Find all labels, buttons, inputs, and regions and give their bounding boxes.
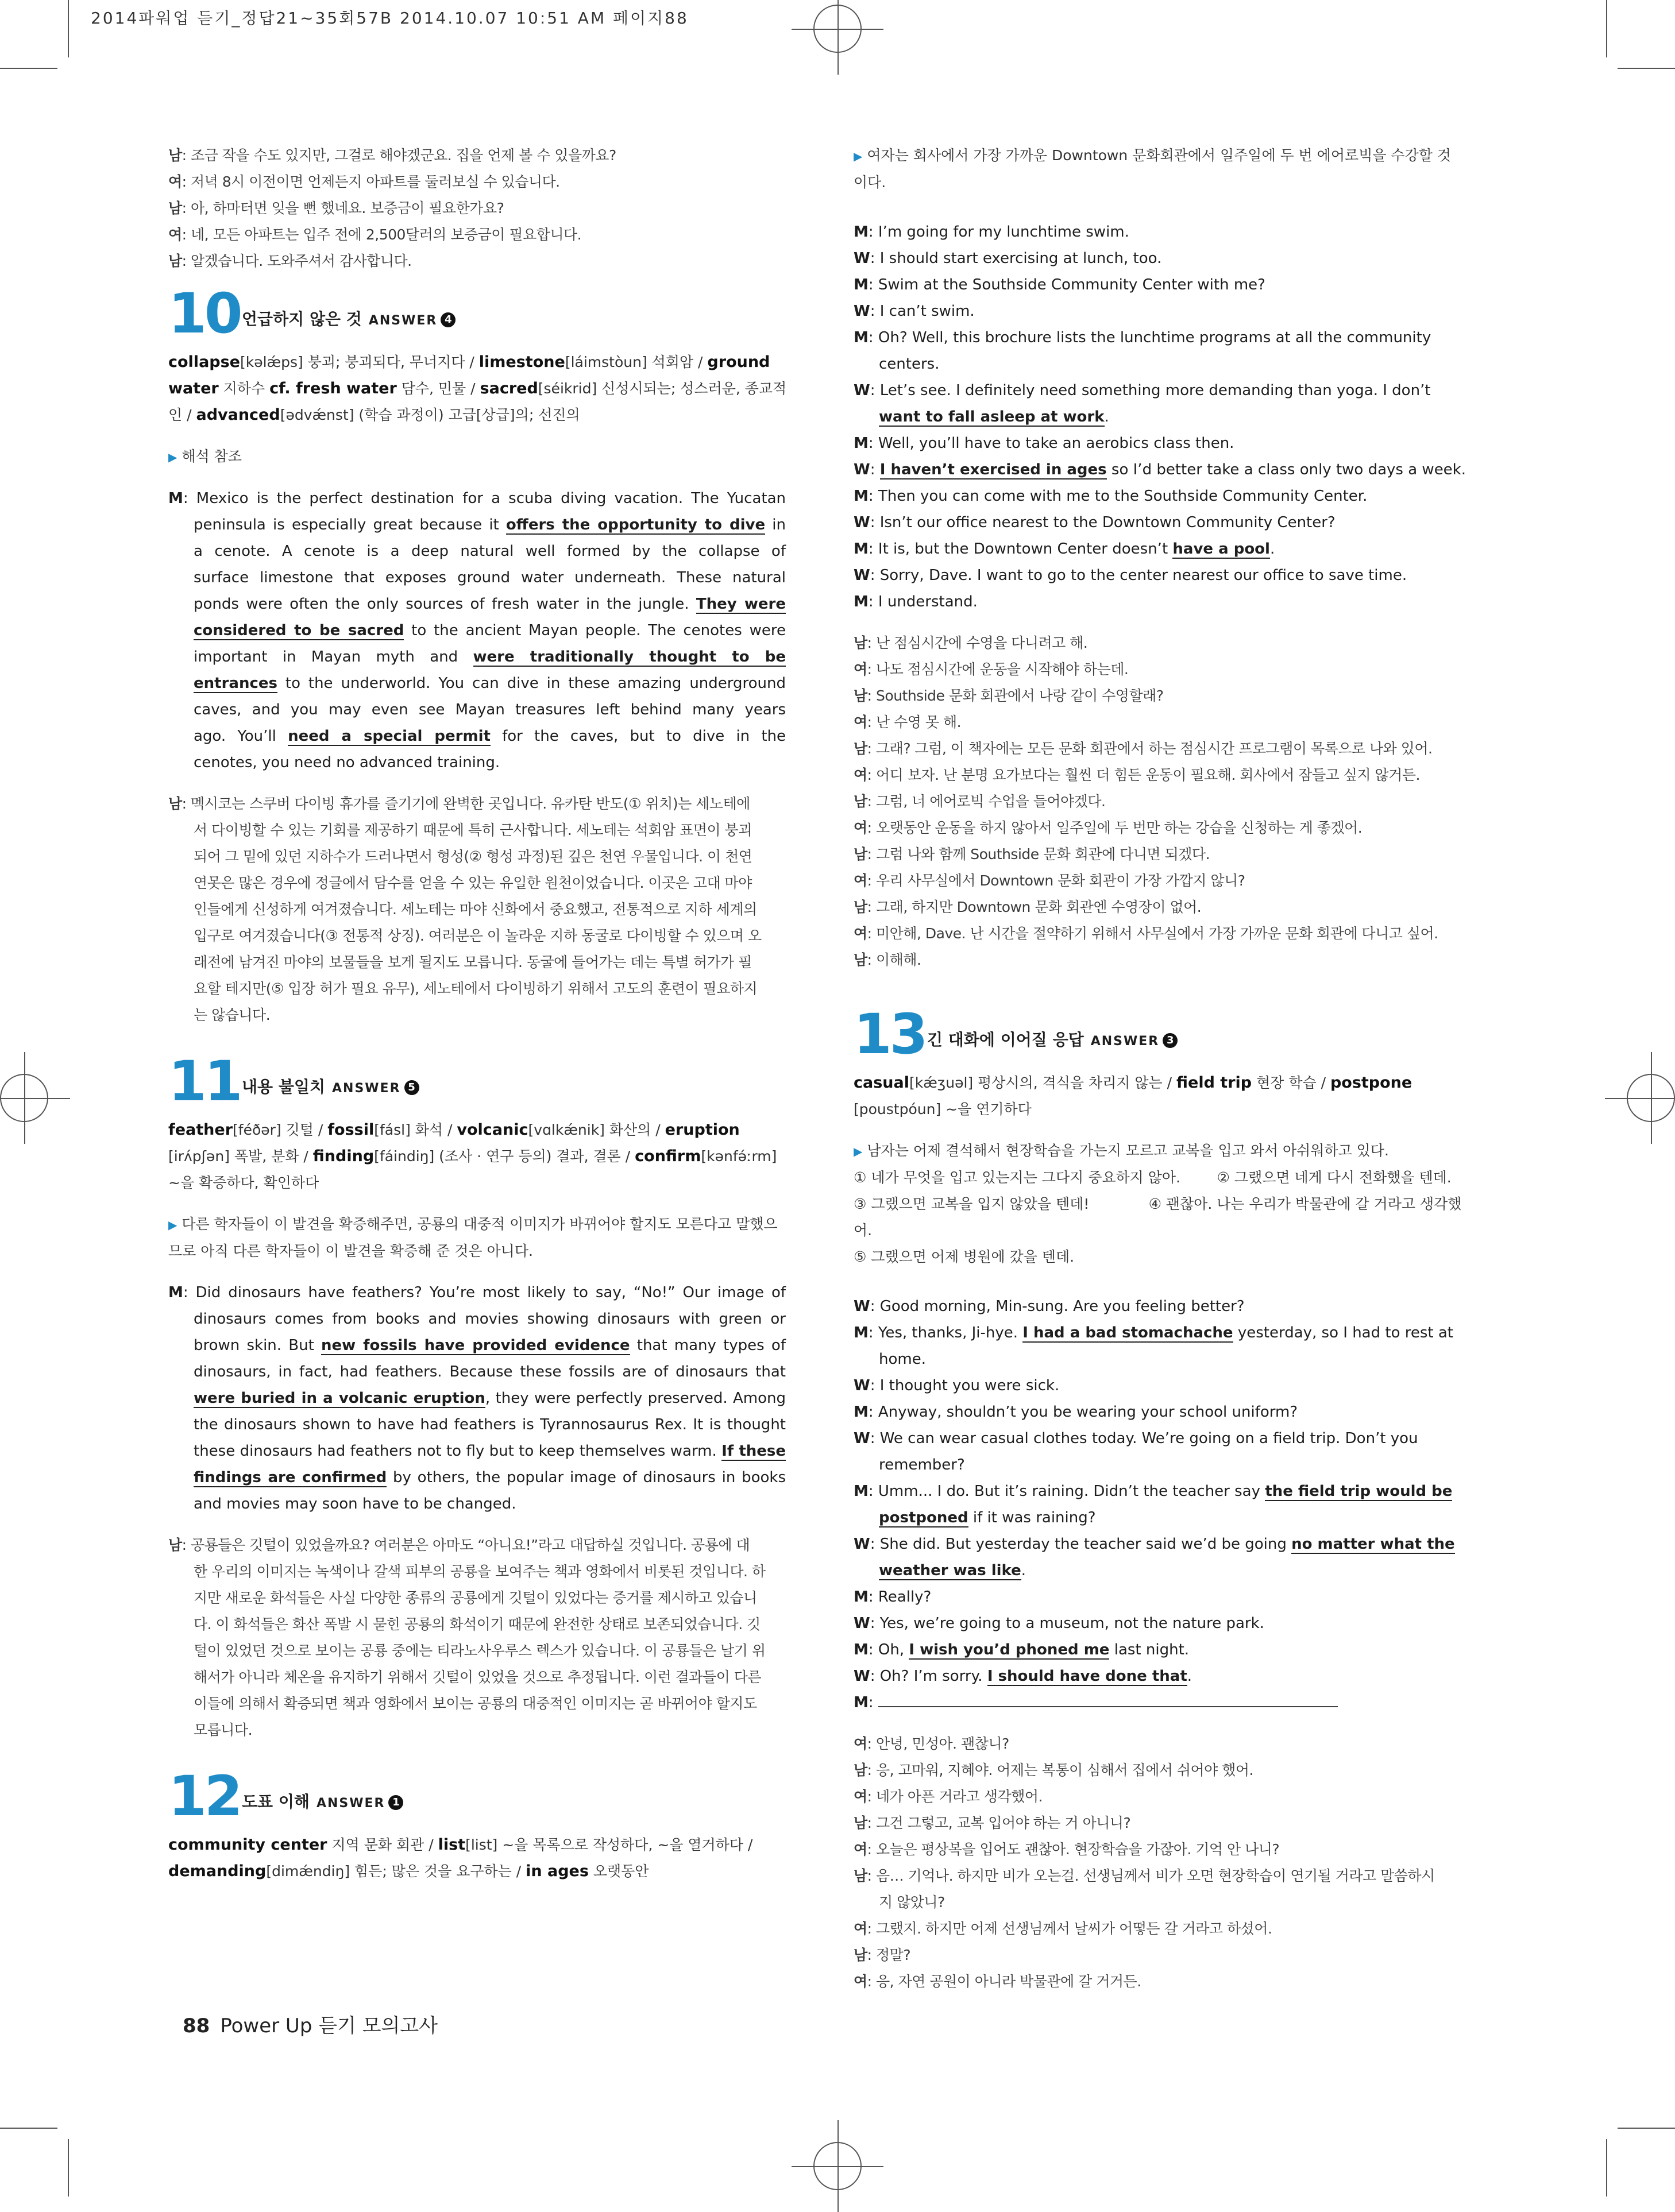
text-line: and movies may soon have to be changed. — [194, 1495, 516, 1513]
text-line: 남: 멕시코는 스쿠버 다이빙 휴가를 즐기기에 완벽한 곳입니다. 유카탄 반도(① 위치)는 세노테에 — [168, 795, 750, 812]
text-line: W: Yes, we’re going to a museum, not the nature park. — [854, 1615, 1264, 1632]
listening-script — [854, 1293, 1471, 1716]
korean-translation — [168, 1532, 786, 1743]
text-line: M: Swim at the Southside Community Center with me? — [854, 276, 1265, 293]
answer-badge: 1 — [388, 1795, 403, 1810]
solution-note — [168, 1211, 786, 1264]
dialogue-text: : 조금 작을 수도 있지만, 그걸로 해야겠군요. 집을 언제 볼 수 있을까요? — [182, 147, 616, 164]
text-line: 여: 그랬지. 하지만 어제 선생님께서 날씨가 어떻든 갈 거라고 하셨어. — [854, 1920, 1272, 1937]
triangle-bullet-icon: ▶ — [168, 1218, 177, 1232]
korean-translation — [854, 630, 1471, 973]
text-line: 남: 그래? 그럼, 이 책자에는 모든 문화 회관에서 하는 점심시간 프로그램이 목록으로 나와 있어. — [854, 740, 1433, 757]
triangle-bullet-icon: ▶ — [854, 1144, 863, 1158]
speaker-label: 여 — [168, 226, 182, 243]
text-line: W: Sorry, Dave. I want to go to the center nearest our office to save time. — [854, 567, 1407, 584]
text-line: 모릅니다. — [194, 1722, 253, 1738]
listening-script — [168, 485, 786, 776]
text-line: 지 않았니? — [879, 1894, 945, 1911]
text-line: 남: 난 점심시간에 수영을 다니려고 해. — [854, 635, 1088, 651]
text-line: W: I can’t swim. — [854, 303, 975, 320]
dialogue-line — [168, 248, 786, 274]
triangle-bullet-icon: ▶ — [168, 450, 177, 464]
section-title: 내용 불일치 — [242, 1077, 325, 1096]
text-line: M: Oh? Well, this brochure lists the lunchtime programs at all the community — [854, 329, 1431, 346]
text-line: remember? — [879, 1456, 965, 1474]
dialogue-line — [168, 169, 786, 195]
text-line: peninsula is especially great because it offers the opportunity to dive in — [194, 516, 786, 533]
text-line: M: Then you can come with me to the Southside Community Center. — [854, 488, 1368, 505]
text-line: M: It is, but the Downtown Center doesn’t have a pool. — [854, 540, 1275, 558]
text-line: centers. — [879, 355, 940, 373]
text-line: a cenote. A cenote is a deep natural well formed by the collapse of — [194, 543, 786, 560]
dialogue-line — [168, 195, 786, 222]
text-line: W: I thought you were sick. — [854, 1377, 1060, 1394]
answer-badge: 3 — [1163, 1033, 1178, 1048]
speaker-label: 남 — [168, 147, 182, 164]
text-line: [irʌ́pʃən] 폭발, 분화 / finding[fáindiŋ] (조사 · 연구 등의) 결과, 결론 / confirm[kənfə́ːrm] — [168, 1147, 777, 1165]
text-line: M: Yes, thanks, Ji-hye. I had a bad stomachache yesterday, so I had to rest at — [854, 1324, 1453, 1341]
text-line: caves, and you may even see Mayan treasures left behind many years — [194, 701, 786, 718]
text-line: weather was like. — [879, 1562, 1026, 1579]
text-line: 여: 오랫동안 운동을 하지 않아서 일주일에 두 번만 하는 강습을 신청하는 게 좋겠어. — [854, 819, 1363, 836]
text-line: 남: 음… 기억나. 하지만 비가 오는걸. 선생님께서 비가 오면 현장학습이 연기될 거라고 말씀하시 — [854, 1867, 1435, 1884]
dialogue-line — [168, 222, 786, 248]
text-line: 다. 이 화석들은 화산 폭발 시 묻힌 공룡의 화석이기 때문에 완전한 상태로 보존되었습니다. 깃 — [194, 1616, 761, 1633]
text-line: community center 지역 문화 회관 / list[list] ~을 목록으로 작성하다, ~을 열거하다 / — [168, 1836, 753, 1854]
triangle-bullet-icon: ▶ — [854, 149, 863, 163]
listening-script — [168, 1279, 786, 1517]
dialogue-line — [168, 142, 786, 169]
text-line: collapse[kəlǽps] 붕괴; 붕괴되다, 무너지다 / limestone[láimstòun] 석회암 / ground — [168, 353, 770, 371]
text-line: want to fall asleep at work. — [879, 408, 1109, 426]
text-line: 남: 그럼 나와 함께 Southside 문화 회관에 다니면 되겠다. — [854, 846, 1210, 863]
text-line: 여: 네가 아픈 거라고 생각했어. — [854, 1788, 1043, 1805]
text-line: 여: 안녕, 민성아. 괜찮니? — [854, 1735, 1009, 1752]
text-line: were buried in a volcanic eruption, they were perfectly preserved. Among — [194, 1390, 786, 1407]
text-line: 여: 오늘은 평상복을 입어도 괜찮아. 현장학습을 가잖아. 기억 안 나니? — [854, 1841, 1280, 1858]
text-line: feather[féðər] 깃털 / fossil[fásl] 화석 / volcanic[vɑlkǽnik] 화산의 / eruption — [168, 1121, 740, 1139]
text-line: ▶ 다른 학자들이 이 발견을 확증해주면, 공룡의 대중적 이미지가 바뀌어야 할지도 모른다고 말했으 — [168, 1216, 778, 1232]
text-line: 이들에 의해서 확증되면 책과 영화에서 보이는 공룡의 대중적인 이미지는 곧 바뀌어야 할지도 — [194, 1695, 757, 1712]
text-line: 남: 그건 그렇고, 교복 입어야 하는 거 아니니? — [854, 1815, 1131, 1831]
text-line: 입구로 여겨졌습니다(③ 전통적 상징). 여러분은 이 놀라운 지하 동굴로 다이빙할 수 있으며 오 — [194, 927, 762, 944]
text-line: M: Oh, I wish you’d phoned me last night. — [854, 1641, 1190, 1658]
answer-badge: 5 — [404, 1080, 419, 1095]
text-line: M: Umm... I do. But it’s raining. Didn’t the teacher say the field trip would be — [854, 1483, 1453, 1500]
text-line: 남: 그럼, 너 에어로빅 수업을 들어야겠다. — [854, 793, 1106, 810]
text-line: 는 않습니다. — [194, 1007, 271, 1023]
dialogue-text: : 저녁 8시 이전이면 언제든지 아파트를 둘러보실 수 있습니다. — [182, 173, 560, 190]
text-line: 되어 그 밑에 있던 지하수가 드러나면서 형성(② 형성 과정)된 깊은 천연 우물입니다. 이 천연 — [194, 848, 752, 865]
q9-korean-translation — [168, 142, 786, 274]
text-line: ③ 그랬으면 교복을 입지 않았을 텐데! ④ 괜찮아. 나는 우리가 박물관에 갈 거라고 생각했어. — [854, 1196, 1462, 1239]
text-line: M: Did dinosaurs have feathers? You’re most likely to say, “No!” Our image of — [168, 1284, 786, 1301]
text-line: ▶ 여자는 회사에서 가장 가까운 Downtown 문화회관에서 일주일에 두 번 에어로빅을 수강할 것 — [854, 147, 1451, 164]
text-line: important in Mayan myth and were traditionally thought to be — [194, 648, 786, 666]
text-line: W: Isn’t our office nearest to the Downtown Community Center? — [854, 514, 1336, 531]
text-line: 남: 공룡들은 깃털이 있었을까요? 여러분은 아마도 “아니요!”라고 대답하실 것입니다. 공룡에 대 — [168, 1537, 750, 1553]
text-line: 해서가 아니라 체온을 유지하기 위해서 깃털이 있었을 것으로 추정됩니다. 이런 결과들이 다른 — [194, 1669, 762, 1685]
text-line: M: Mexico is the perfect destination for a scuba diving vacation. The Yucatan — [168, 490, 786, 507]
text-line: W: Oh? I’m sorry. I should have done that. — [854, 1668, 1192, 1685]
vocabulary-list — [168, 1832, 786, 1885]
text-line: 남: 그래, 하지만 Downtown 문화 회관엔 수영장이 없어. — [854, 899, 1202, 915]
dialogue-text: : 알겠습니다. 도와주셔서 감사합니다. — [182, 253, 412, 269]
dialogue-text: : 아, 하마터면 잊을 뻔 했네요. 보증금이 필요한가요? — [182, 200, 504, 216]
text-line: W: I should start exercising at lunch, too. — [854, 250, 1162, 267]
text-line: W: She did. But yesterday the teacher said we’d be going no matter what the — [854, 1536, 1455, 1553]
section-number: 12 — [168, 1764, 241, 1828]
text-line: postponed if it was raining? — [879, 1509, 1096, 1526]
text-line: 남: 정말? — [854, 1947, 911, 1963]
text-line: ago. You’ll need a special permit for the caves, but to dive in the — [194, 728, 786, 745]
text-line: 서 다이빙할 수 있는 기회를 제공하기 때문에 특히 근사합니다. 세노테는 석회암 표면이 붕괴 — [194, 822, 752, 838]
speaker-label: 남 — [168, 200, 182, 216]
text-line: 남: 응, 고마워, 지혜야. 어제는 복통이 심해서 집에서 쉬어야 했어. — [854, 1762, 1253, 1778]
book-title: Power Up 듣기 모의고사 — [220, 2014, 438, 2037]
text-line: 지만 새로운 화석들은 사실 다양한 종류의 공룡에게 깃털이 있었다는 증거를 제시하고 있습니 — [194, 1590, 757, 1606]
text-line: M: Really? — [854, 1588, 932, 1606]
section-title: 도표 이해 — [242, 1792, 310, 1811]
text-line: 남: Southside 문화 회관에서 나랑 같이 수영할래? — [854, 687, 1164, 704]
section-title: 언급하지 않은 것 — [242, 310, 362, 328]
text-line: W: Good morning, Min-sung. Are you feeling better? — [854, 1298, 1245, 1315]
text-line: [poustpóun] ~을 연기하다 — [854, 1101, 1032, 1117]
text-line: 여: 응, 자연 공원이 아니라 박물관에 갈 거거든. — [854, 1973, 1141, 1990]
vocabulary-list — [168, 1117, 786, 1196]
text-line: 털이 있었던 것으로 보이는 공룡 중에는 티라노사우루스 렉스가 있습니다. 이 공룡들은 날기 위 — [194, 1642, 766, 1659]
text-line: 래전에 남겨진 마야의 보물들을 보게 될지도 모릅니다. 동굴에 들어가는 데는 특별 허가가 필 — [194, 954, 752, 970]
text-line: 연못은 많은 경우에 정글에서 담수를 얻을 수 있는 유일한 원천이었습니다. 이곳은 고대 마야 — [194, 875, 752, 891]
vocabulary-list — [168, 349, 786, 428]
text-line: 여: 난 수영 못 해. — [854, 714, 962, 730]
answer-label: ANSWER — [368, 314, 438, 328]
text-line: 여: 나도 점심시간에 운동을 시작해야 하는데. — [854, 661, 1129, 678]
text-line: M: Well, you’ll have to take an aerobics class then. — [854, 435, 1234, 452]
text-line: considered to be sacred to the ancient Mayan people. The cenotes were — [194, 622, 786, 639]
korean-translation — [854, 1731, 1471, 1995]
text-line: W: Let’s see. I definitely need something more demanding than yoga. I don’t — [854, 382, 1431, 399]
text-line: 인들에게 신성하게 여겨졌습니다. 세노테는 마야 신화에서 중요했고, 전통적으로 지하 세계의 — [194, 901, 757, 918]
text-line: water 지하수 cf. fresh water 담수, 민물 / sacred[séikrid] 신성시되는; 성스러운, 종교적 — [168, 380, 787, 397]
section-number: 10 — [168, 281, 241, 346]
section-11-heading — [168, 1049, 786, 1115]
answer-badge: 4 — [441, 312, 456, 327]
text-line: 여: 어디 보자. 난 분명 요가보다는 훨씬 더 힘든 운동이 필요해. 회사에서 잠들고 싶지 않거든. — [854, 767, 1420, 783]
right-column — [854, 142, 1471, 1995]
text-line: these dinosaurs had feathers not to fly but to keep themselves warm. If these — [194, 1443, 786, 1460]
page-number: 88 — [183, 2014, 210, 2037]
text-line: M: Anyway, shouldn’t you be wearing your school uniform? — [854, 1403, 1298, 1421]
text-line: the dinosaurs shown to have had feathers is Tyrannosaurus Rex. It is thought — [194, 1416, 786, 1433]
listening-script — [854, 219, 1471, 615]
solution-note — [854, 142, 1471, 196]
dialogue-text: : 네, 모든 아파트는 입주 전에 2,500달러의 보증금이 필요합니다. — [182, 226, 582, 243]
text-line: entrances to the underworld. You can dive in these amazing underground — [194, 675, 786, 692]
text-line: 이다. — [854, 174, 886, 191]
text-line: 요할 테지만(⑤ 입장 허가 필요 유무), 세노테에서 다이빙하기 위해서 고도의 훈련이 필요하지 — [194, 980, 758, 997]
answer-label: ANSWER — [332, 1081, 401, 1096]
text-line: dinosaurs comes from books and movies showing dinosaurs with green or — [194, 1310, 786, 1328]
text-line: ponds were often the only sources of fresh water in the jungle. They were — [194, 595, 786, 613]
text-line: ▶ 남자는 어제 결석해서 현장학습을 가는지 모르고 교복을 입고 와서 아쉬워하고 있다. — [854, 1142, 1389, 1159]
text-line: W: I haven’t exercised in ages so I’d better take a class only two days a week. — [854, 461, 1466, 478]
text-line: 므로 아직 다른 학자들이 이 발견을 확증해 준 것은 아니다. — [168, 1243, 533, 1259]
text-line: findings are confirmed by others, the popular image of dinosaurs in books — [194, 1469, 786, 1486]
text-line: M: — [854, 1689, 1471, 1716]
text-line: W: We can wear casual clothes today. We’re going on a field trip. Don’t you — [854, 1430, 1418, 1447]
text-line: M: I’m going for my lunchtime swim. — [854, 223, 1129, 241]
print-header: 2014파워업 듣기_정답21~35회57B 2014.10.07 10:51 AM 페이지88 — [91, 9, 689, 28]
solution-text: 해석 참조 — [182, 448, 242, 465]
text-line: brown skin. But new fossils have provided evidence that many types of — [194, 1337, 786, 1354]
text-line: ~을 확증하다, 확인하다 — [168, 1174, 319, 1191]
answer-label: ANSWER — [316, 1796, 385, 1811]
text-line: 여: 우리 사무실에서 Downtown 문화 회관이 가장 가깝지 않니? — [854, 872, 1245, 889]
text-line: 남: 이해해. — [854, 952, 921, 968]
left-column — [168, 142, 786, 1885]
korean-translation — [168, 791, 786, 1028]
solution-note — [168, 443, 786, 470]
section-12-heading — [168, 1764, 786, 1830]
text-line: home. — [879, 1351, 926, 1368]
section-13-heading — [854, 1002, 1471, 1068]
text-line: surface limestone that exposes ground water underneath. These natural — [194, 569, 786, 586]
vocabulary-list — [854, 1070, 1471, 1123]
text-line: 인 / advanced[ədvǽnst] (학습 과정이) 고급[상급]의; 선진의 — [168, 406, 580, 424]
page-footer — [183, 2010, 438, 2038]
section-title: 긴 대화에 이어질 응답 — [927, 1030, 1084, 1049]
solution-note — [854, 1138, 1471, 1270]
section-number: 11 — [168, 1049, 241, 1113]
section-number: 13 — [854, 1002, 926, 1066]
text-line: dinosaurs, in fact, had feathers. Because these fossils are of dinosaurs that — [194, 1363, 786, 1380]
text-line: demanding[dimǽndiŋ] 힘든; 많은 것을 요구하는 / in ages 오랫동안 — [168, 1862, 649, 1880]
text-line: casual[kǽʒuəl] 평상시의, 격식을 차리지 않는 / field trip 현장 학습 / postpone — [854, 1074, 1412, 1092]
section-10-heading — [168, 281, 786, 347]
text-line: 여: 미안해, Dave. 난 시간을 절약하기 위해서 사무실에서 가장 가까운 문화 회관에 다니고 싶어. — [854, 925, 1438, 942]
answer-label: ANSWER — [1090, 1034, 1160, 1049]
text-line: 한 우리의 이미지는 녹색이나 갈색 피부의 공룡을 보여주는 책과 영화에서 비롯된 것입니다. 하 — [194, 1563, 766, 1580]
speaker-label: 여 — [168, 173, 182, 190]
text-line: M: I understand. — [854, 593, 978, 610]
text-line: ① 네가 무엇을 입고 있는지는 그다지 중요하지 않아. ② 그랬으면 네게 다시 전화했을 텐데. — [854, 1169, 1452, 1186]
text-line: ⑤ 그랬으면 어제 병원에 갔을 텐데. — [854, 1248, 1075, 1265]
speaker-label: 남 — [168, 253, 182, 269]
text-line: cenotes, you need no advanced training. — [194, 754, 500, 771]
